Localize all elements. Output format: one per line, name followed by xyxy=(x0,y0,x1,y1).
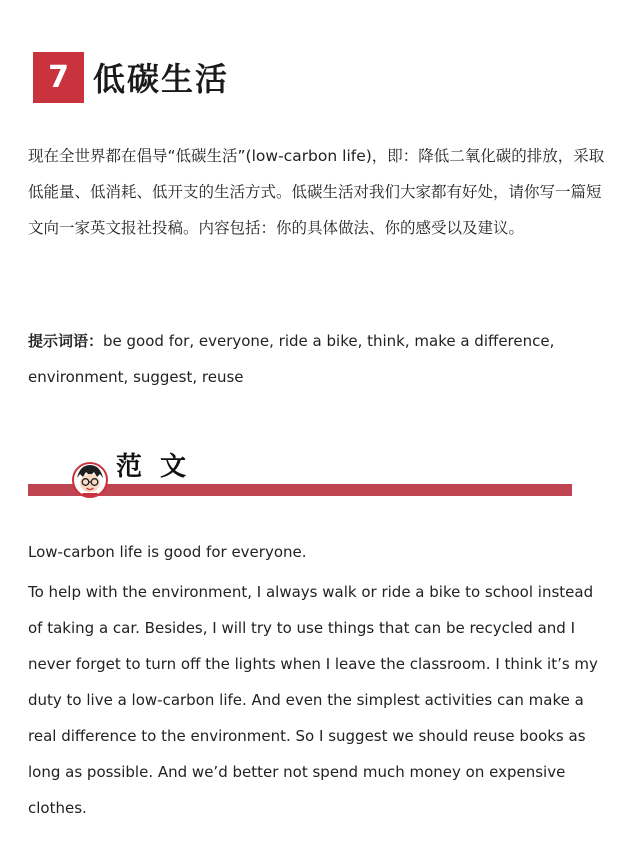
section-banner xyxy=(28,452,572,500)
cartoon-student-avatar-icon xyxy=(72,462,108,498)
prompt-text: 现在全世界都在倡导“低碳生活”(low-carbon life)，即：降低二氧化碳的排放，采取低能量、低消耗、低开支的生活方式。低碳生活对我们大家都有好处，请你写一篇短文向一家英文报社投稿。内容包括：你的具体做法、你的感受以及建议。 xyxy=(28,147,605,237)
banner-bar xyxy=(28,484,572,496)
section-title: 范文 xyxy=(116,452,205,482)
page-title: 低碳生活 xyxy=(93,60,230,98)
hint-label: 提示词语： xyxy=(28,332,104,350)
sample-essay xyxy=(28,534,608,826)
hint-words xyxy=(28,323,613,395)
exercise-number-badge xyxy=(33,52,84,103)
essay-first-line: Low-carbon life is good for everyone. xyxy=(28,543,307,561)
essay-body: To help with the environment, I always walk or ride a bike to school instead of taking a car. Besides, I will try to use things that can be recycled and I never forget to turn off the lights when I leave the classroom. I think it’s my duty to live a low-carbon life. And even the simplest activities can make a real difference to the environment. So I suggest we should reuse books as long as possible. And we’d better not spend much money on expensive clothes. xyxy=(28,583,598,817)
exercise-number: 7 xyxy=(48,60,69,95)
writing-prompt xyxy=(28,138,613,246)
hint-word-list: be good for, everyone, ride a bike, think, make a difference, environment, suggest, reuse xyxy=(28,332,555,386)
